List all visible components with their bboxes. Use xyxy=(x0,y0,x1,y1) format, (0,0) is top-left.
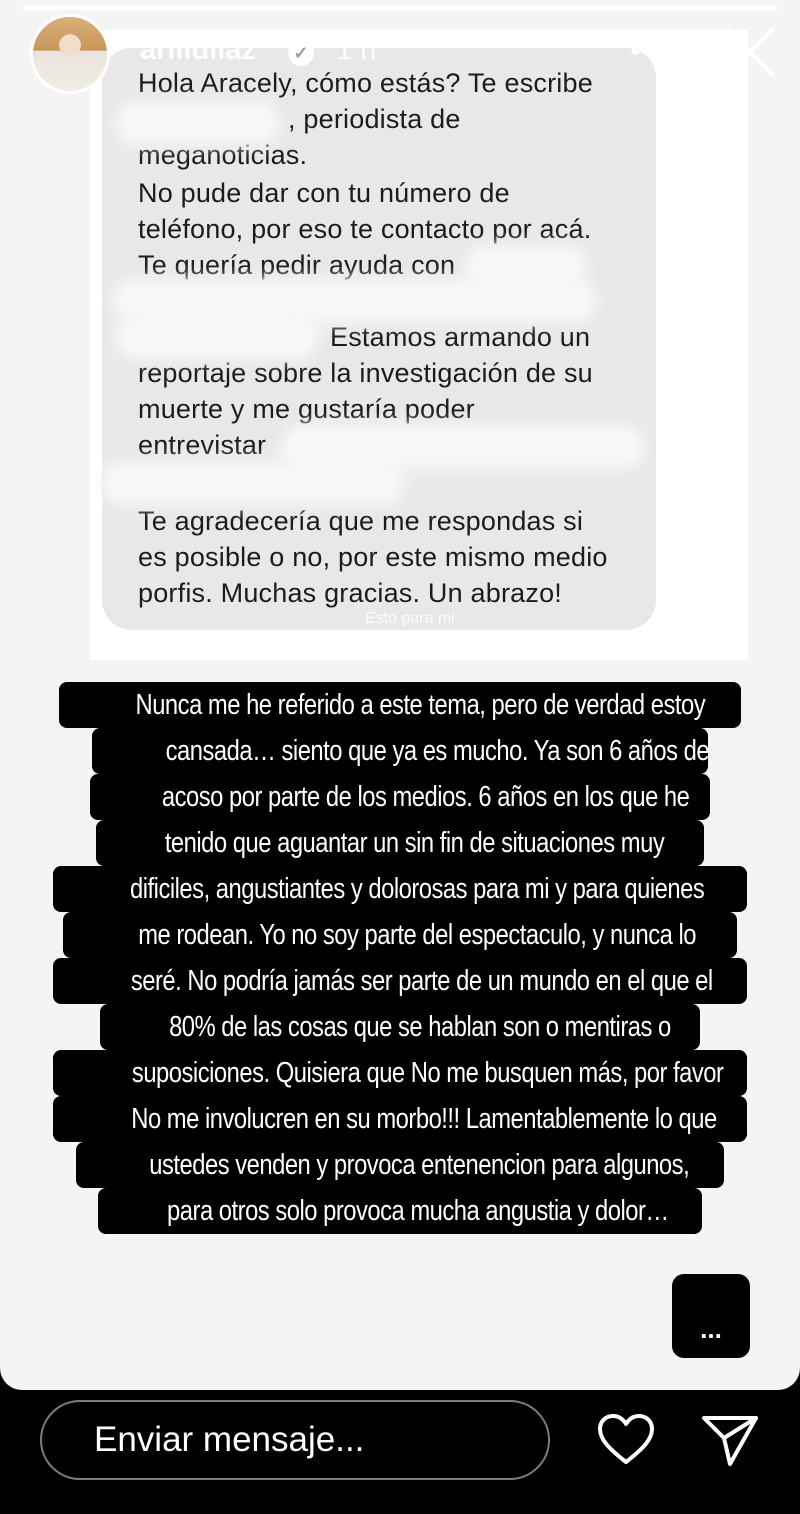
redaction-mark xyxy=(108,468,398,498)
message-line: meganoticias. xyxy=(138,140,308,170)
caption-line: tenido que aguantar un sin fin de situaciones muy xyxy=(96,820,704,866)
message-line: teléfono, por eso te contacto por acá. xyxy=(138,214,592,244)
screenshot-watermark: Esto para mi xyxy=(365,610,455,627)
dm-screenshot xyxy=(90,30,748,660)
message-line: porfis. Muchas gracias. Un abrazo! xyxy=(138,578,562,608)
close-icon xyxy=(722,24,778,80)
message-line: No pude dar con tu número de xyxy=(138,178,510,208)
caption-line: Nunca me he referido a este tema, pero de verdad estoy xyxy=(59,682,741,728)
share-button[interactable] xyxy=(698,1408,762,1472)
story-progress-bar xyxy=(22,6,778,10)
message-line: entrevistar xyxy=(138,430,267,460)
redaction-mark xyxy=(120,286,590,316)
username[interactable]: ariiidiiaz xyxy=(140,34,257,66)
message-line: Hola Aracely, cómo estás? Te escribe xyxy=(138,68,593,98)
caption-line: No me involucren en su morbo!!! Lamentablemente lo que xyxy=(53,1096,747,1142)
message-input[interactable] xyxy=(40,1400,550,1480)
redaction-mark xyxy=(122,322,312,352)
redaction-mark xyxy=(122,108,272,138)
more-options-button[interactable]: ••• xyxy=(630,35,668,68)
message-line: Te agradecería que me respondas si xyxy=(138,506,584,536)
post-time: 1 h xyxy=(336,34,377,66)
ellipsis-sticker: ... xyxy=(672,1274,750,1358)
caption-line: 80% de las cosas que se hablan son o mentiras o xyxy=(100,1004,700,1050)
caption-line: ustedes venden y provoca entenencion para algunos, xyxy=(76,1142,724,1188)
message-line: muerte y me gustaría poder xyxy=(138,394,475,424)
heart-icon xyxy=(594,1408,658,1472)
caption-line: acoso por parte de los medios. 6 años en los que he xyxy=(90,774,710,820)
close-button[interactable] xyxy=(722,24,778,80)
caption-line: para otros solo provoca mucha angustia y dolor… xyxy=(98,1188,702,1234)
message-line: Te quería pedir ayuda con xyxy=(138,250,456,280)
caption-line: seré. No podría jamás ser parte de un mundo en el que el xyxy=(53,958,747,1004)
caption-line: cansada… siento que ya es mucho. Ya son 6 años de xyxy=(92,728,708,774)
avatar[interactable] xyxy=(30,14,110,94)
story-progress-fill xyxy=(22,6,778,10)
message-line: reportaje sobre la investigación de su xyxy=(138,358,593,388)
caption-line: me rodean. Yo no soy parte del espectaculo, y nunca lo xyxy=(63,912,737,958)
message-line: Estamos armando un xyxy=(330,322,591,352)
message-line: es posible o no, por este mismo medio xyxy=(138,542,608,572)
reply-bar xyxy=(0,1390,800,1514)
redaction-mark xyxy=(472,252,580,282)
like-button[interactable] xyxy=(594,1408,658,1472)
caption-line: suposiciones. Quisiera que No me busquen más, por favor xyxy=(53,1050,747,1096)
paper-plane-icon xyxy=(698,1408,762,1472)
redaction-mark xyxy=(288,432,638,462)
caption-line: dificiles, angustiantes y dolorosas para mi y para quienes xyxy=(53,866,747,912)
message-line: , periodista de xyxy=(288,104,461,134)
verified-badge-icon: ✓ xyxy=(288,40,314,66)
